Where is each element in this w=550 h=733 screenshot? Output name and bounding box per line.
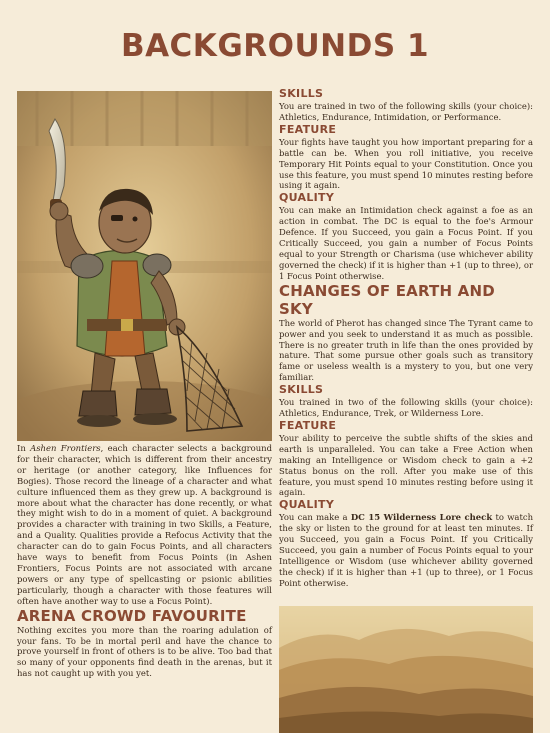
earth-quality-paragraph: You can make a DC 15 Wilderness Lore check to watch the sky or listen to the ground for at least ten minutes. If you Succeed, you gain a Focus Point. If you Critically Succeed, you gain a number of Focus Points equal to your Intelligence or Wisdom (use whichever ability governed the check) if it is higher than +1 (up to three), or 1 Focus Point otherwise. (279, 512, 533, 588)
earth-paragraph: The world of Pherot has changed since The Tyrant came to power and you seek to understand it as much as possible. There is no greater truth in life than the ones provided by nature. That some pursue other goals such as transitory fame or useless wealth is a mystery to you, but one very familiar. (279, 317, 533, 383)
arena-paragraph: Nothing excites you more than the roaring adulation of your fans. To be in mortal peril and have the chance to prove yourself in front of others is to be alive. Too bad that so many of your opponents find death in the arenas, but it has not caught up with you yet. (17, 624, 272, 679)
arena-quality-heading: QUALITY (279, 191, 335, 205)
arena-heading: ARENA CROWD FAVOURITE (17, 606, 247, 625)
earth-skills-heading: SKILLS (279, 383, 324, 397)
left-column (17, 443, 272, 679)
right-column (279, 87, 533, 589)
arena-skills-paragraph: You are trained in two of the following skills (your choice): Athletics, Endurance, Intimidation, or Performance. (279, 101, 533, 122)
earth-feature-paragraph: Your ability to perceive the subtle shifts of the skies and earth is unparalleled. You can take a Free Action when making an Intelligence or Wisdom check to gain a +2 Status bonus on the roll. After you make use of this feature, you must spend 10 minutes resting before using it again. (279, 432, 533, 498)
arena-skills-heading: SKILLS (279, 87, 324, 100)
earth-feature-heading: FEATURE (279, 418, 337, 432)
earth-heading: CHANGES OF EARTH AND SKY (279, 281, 495, 318)
arena-feature-paragraph: Your fights have taught you how important preparing for a battle can be. When you roll initiative, you receive Temporary Hit Points equal to your Constitution. Once you use this feature, you must spend 10 minutes resting before using it again. (279, 136, 533, 191)
gladiator-illustration (17, 91, 272, 441)
earth-skills-paragraph: You trained in two of the following skills (your choice): Athletics, Endurance, Trek, or Wilderness Lore. (279, 397, 533, 419)
arena-feature-heading: FEATURE (279, 122, 337, 136)
landscape-illustration (279, 606, 533, 733)
intro-paragraph: In Ashen Frontiers, each character selects a background for their character, which is different from their ancestry or heritage (or another category, like Influences for Bogies). Those record the lineage of a character and what culture influenced them as they grew up. A background is more about what the character has done recently, or what they might wish to do in a moment of quiet. A background provides a character with training in two Skills, a Feature, and a Quality. Qualities provide a Refocus Activity that the character can do to gain Focus Points, and all characters have ways to benefit from Focus Points (in Ashen Frontiers, Focus Points are not associated with arcane powers or any type of spellcasting or psionic abilities particularly, though a character with those features will often have another way to use a Focus Point). (17, 443, 272, 606)
dc-check-bold: DC 15 Wilderness Lore check (350, 512, 493, 523)
intro-italic-title: Ashen Frontiers (30, 443, 101, 453)
earth-quality-heading: QUALITY (279, 498, 335, 512)
arena-quality-paragraph: You can make an Intimidation check against a foe as an action in combat. The DC is equal to the foe's Armour Defence. If you Succeed, you gain a Focus Point. If you Critically Succeed, you gain a number of Focus Points equal to your Strength or Charisma (use whichever ability governed the check) if it is higher than +1 (up to three), or 1 Focus Point otherwise. (279, 205, 533, 281)
page-title: BACKGROUNDS 1 (120, 28, 430, 64)
